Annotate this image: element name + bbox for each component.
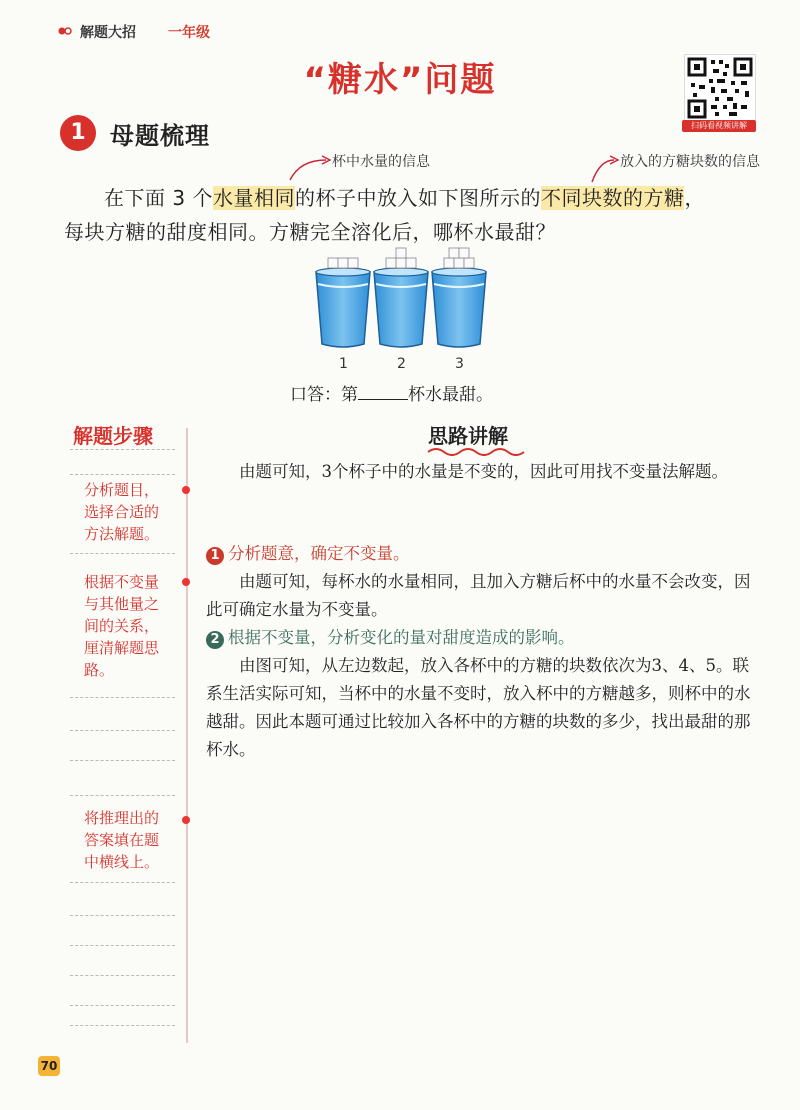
answer-blank[interactable] [358,385,408,400]
step-3: 将推理出的答案填在题中横线上。 [84,809,160,871]
sugar-cube [406,258,416,268]
cup-label-3: 3 [455,356,464,372]
dashed-divider [70,795,175,796]
cup-2 [374,268,428,347]
dashed-divider [70,882,175,883]
dashed-divider [70,1005,175,1006]
cup-1 [316,268,370,347]
sugar-cube [396,258,406,268]
book-series-label: 解题大招 [80,25,136,41]
highlight-water-same: 水量相同 [212,186,295,210]
page-number: 70 [38,1056,60,1076]
column-divider [186,428,188,1043]
page-title: “糖水”问题 [303,60,497,100]
dashed-divider [70,449,175,450]
section-number-badge: 1 [60,115,96,151]
sugar-cube [386,258,396,268]
highlight-different-sugar: 不同块数的方糖 [540,186,685,210]
sugar-cube [444,258,454,268]
question-line-2: 每块方糖的甜度相同。方糖完全溶化后，哪杯水最甜？ [64,220,556,244]
dashed-divider [70,553,175,554]
point-2-heading: 2 根据不变量，分析变化的量对甜度造成的影响。 [206,624,761,652]
cup-3 [432,268,486,347]
dashed-divider [70,474,175,475]
step-1: 分析题目，选择合适的方法解题。 [84,481,160,543]
point-1-badge: 1 [206,547,224,565]
dashed-divider [70,730,175,731]
sugar-cube [464,258,474,268]
sugar-cube [348,258,358,268]
steps-title: 解题步骤 [73,424,153,448]
annotation-water-info: 杯中水量的信息 [332,154,430,170]
grade-label: 一年级 [168,25,210,41]
step-marker-dot [182,816,190,824]
step-marker-dot [182,578,190,586]
dashed-divider [70,915,175,916]
sugar-cube [459,248,469,258]
dashed-divider [70,697,175,698]
sugar-cube [454,258,464,268]
dashed-divider [70,945,175,946]
step-marker-dot [182,486,190,494]
dashed-divider [70,760,175,761]
answer-line: 口答：第 杯水最甜。 [290,385,493,405]
title-underline-wave [426,446,536,456]
step-2: 根据不变量与其他量之间的关系，厘清解题思路。 [84,573,160,679]
qr-caption: 扫码看视频讲解 [682,120,756,132]
point-2-body: 由图可知，从左边数起，放入各杯中的方糖的块数依次为3、4、5。联系生活实际可知，当杯中的水量不变时，放入杯中的方糖越多，则杯中的水越甜。因此本题可通过比较加入各杯中的方糖的块数的多少，找出最甜的那杯水。 [206,656,751,759]
explanation-intro: 由题可知，3个杯子中的水量是不变的，因此可用找不变量法解题。 [239,462,728,481]
sugar-cube [449,248,459,258]
sugar-cube [396,248,406,258]
question-line-1: 在下面 3 个水量相同的杯子中放入如下图所示的不同块数的方糖， [104,186,705,210]
sugar-cube [338,258,348,268]
dashed-divider [70,1025,175,1026]
annotation-sugar-info: 放入的方糖块数的信息 [620,154,760,170]
point-2-badge: 2 [206,631,224,649]
cup-label-2: 2 [397,356,406,372]
point-1-body: 由题可知，每杯水的水量相同，且加入方糖后杯中的水量不会改变，因此可确定水量为不变量。 [206,572,751,619]
cups-illustration [300,244,500,374]
point-1-heading: 1 分析题意，确定不变量。 [206,540,761,568]
dashed-divider [70,975,175,976]
cup-label-1: 1 [339,356,348,372]
thinking-title: 思路讲解 [428,424,508,448]
sugar-cube [328,258,338,268]
section-title: 母题梳理 [110,122,210,150]
